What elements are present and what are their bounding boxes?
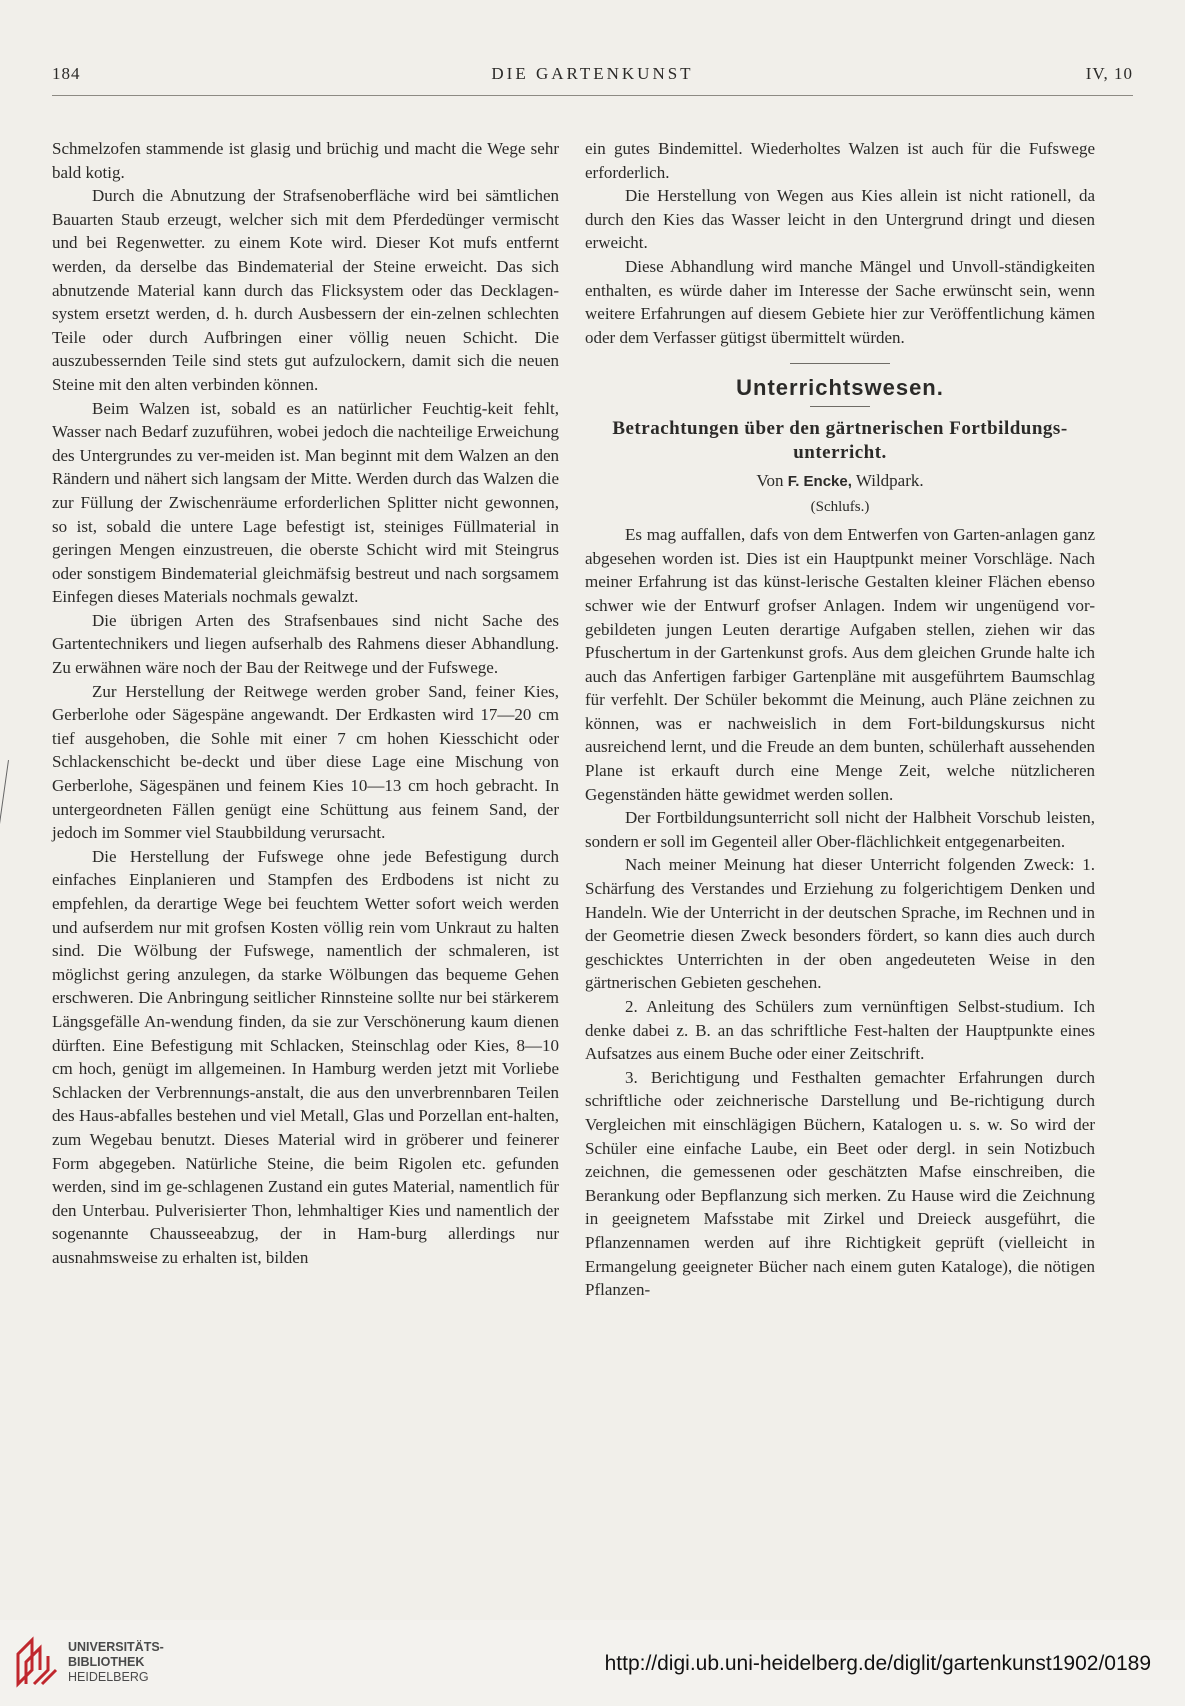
paragraph: Die Herstellung von Wegen aus Kies allein ist nicht rationell, da durch den Kies das Wasser leicht in den Untergrund dringt und diesen erweicht. [585,186,1095,253]
library-logo-icon [12,1634,60,1690]
library-footer [0,1620,1185,1706]
paragraph: Zur Herstellung der Reitwege werden grober Sand, feiner Kies, Gerberlohe oder Sägespäne angewandt. Der Erdkasten wird 17—20 cm tief ausgehoben, die Sohle mit einer 7 cm hohen Kiesschicht oder Schlackenschicht be-deckt und über diese Lage eine Mischung von Gerberlohe, Sägespänen und feinem Kies 10—13 cm hoch gebracht. In untergeordneten Fällen genügt eine Schüttung aus feinem Sand, der jedoch im Sommer viel Staubbildung verursacht. [52,681,559,843]
continuation-note: (Schlufs.) [810,498,870,515]
header-rule [52,95,1133,96]
section-divider [790,363,890,364]
paragraph: Diese Abhandlung wird manche Mängel und Unvoll-ständigkeiten enthalten, es würde daher im Interesse der Sache erwünscht sein, wenn weitere Erfahrungen auf diesem Gebiete hier zur Veröffentlichung kämen oder dem Verfasser gütigst übermittelt würden. [585,256,1095,347]
article-body [585,523,1095,1302]
library-name-line3: HEIDELBERG [68,1670,149,1684]
paragraph: Die übrigen Arten des Strafsenbaues sind nicht Sache des Gartentechnikers und liegen aufserhalb des Rahmens dieser Abhandlung. Zu erwähnen wäre noch der Bau der Reitwege und der Fufswege. [52,610,559,678]
section-title: Unterrichtswesen. [736,375,944,401]
byline-prefix: Von [756,470,784,490]
byline [585,469,1095,494]
running-header [52,58,1133,90]
paragraph: Schmelzofen stammende ist glasig und brüchig und macht die Wege sehr bald kotig. [52,139,559,182]
paragraph: Die Herstellung der Fufswege ohne jede Befestigung durch einfaches Einplanieren und Stampfen des Erdbodens ist nicht zu empfehlen, da derartige Wege bei feuchtem Wetter sofort weich werden und aufserdem nur mit grofsen Kosten völlig rein vom Unkraut zu halten sind. Die Wölbung der Fufswege, namentlich der schmaleren, ist möglichst gering anzulegen, da starke Wölbungen das bequeme Gehen erschweren. Die Anbringung seitlicher Rinnsteine sollte nur bei stärkerem Längsgefälle An-wendung finden, da sie zur Verschönerung kaum dienen dürften. Eine Befestigung mit Schlacken, Steinschlag oder Kies, 8—10 cm hoch, genügt im allgemeinen. In Hamburg werden jetzt mit Vorliebe Schlacken der Verbrennungs-anstalt, die aus den unverbrennbaren Teilen des Haus-abfalles bestehen und viel Metall, Glas und Porzellan ent-halten, zum Wegebau benutzt. Dieses Material wird in gröberer und feinerer Form abgegeben. Natürliche Steine, die beim Rigolen etc. gefunden werden, sind im ge-schlagenen Zustand ein gutes Material, namentlich für den Unterbau. Pulverisierter Thon, lehmhaltiger Kies und namentlich der sogenannte Chausseeabzug, der in Ham-burg allerdings nur ausnahmsweise zu erhalten ist, bilden [52,846,559,1267]
left-column [52,137,559,1270]
right-column [585,137,1095,1302]
paragraph: Es mag auffallen, dafs von dem Entwerfen von Garten-anlagen ganz abgesehen worden ist. Dies ist ein Hauptpunkt meiner Vorschläge. Nach meiner Erfahrung ist das künst-lerische Gestalten kleiner Flächen ebenso schwer wie der Entwurf grofser Anlagen. Indem wir ungenügend vor-gebildeten jungen Leuten derartige Aufgaben stellen, ziehen wir das Pfuschertum in der Gartenkunst grofs. Aus dem gleichen Grunde halte ich auch das Anfertigen farbiger Gartenpläne mit ausgeführtem Baumschlag für verfehlt. Der Schüler bekommt die Meinung, auch Pläne zeichnen zu können, was er nachweislich in dem Fort-bildungskursus nicht ausreichend lernt, und die Freude an dem bunten, schülerhaft aussehenden Plane ist erkauft durch eine Menge Zeit, welche nützlicheren Gegenständen hätte gewidmet werden sollen. [585,525,1095,804]
article-title: Betrachtungen über den gärtnerischen Fortbildungs-unterricht. [612,417,1068,463]
library-name [68,1640,164,1685]
paragraph: Der Fortbildungsunterricht soll nicht der Halbheit Vorschub leisten, sondern er soll im Gegenteil aller Ober-flächlichkeit entgegenarbeiten. [585,808,1095,851]
library-name-line1: UNIVERSITÄTS- [68,1640,164,1654]
margin-pencil-mark [0,760,9,919]
paragraph: 2. Anleitung des Schülers zum vernünftigen Selbst-studium. Ich denke dabei z. B. an das schriftliche Fest-halten der Hauptpunkte eines Aufsatzes aus einem Buche oder einer Zeitschrift. [585,997,1095,1064]
paragraph: ein gutes Bindemittel. Wiederholtes Walzen ist auch für die Fufswege erforderlich. [585,139,1095,182]
paragraph: 3. Berichtigung und Festhalten gemachter Erfahrungen durch schriftliche oder zeichnerische Darstellung und Be-richtigung durch Vergleichen mit einschlägigen Büchern, Katalogen u. s. w. So wird der Schüler eine einfache Laube, ein Beet oder dergl. in sein Notizbuch zeichnen, die gemessenen oder geschätzten Mafse einschreiben, die Berankung oder Bepflanzung sich merken. Zu Hause wird die Zeichnung in geeignetem Mafsstabe mit Zirkel und Dreieck ausgeführt, die Pflanzennamen werden auf ihre Richtigkeit geprüft (vielleicht in Ermangelung geeigneter Bücher nach einem guten Kataloge), die nötigen Pflanzen- [585,1067,1095,1300]
right-column-top-text [585,137,1095,349]
author-name: F. Encke, [787,472,852,490]
author-location: Wildpark. [855,470,924,490]
library-name-line2: BIBLIOTHEK [68,1655,145,1669]
paragraph: Nach meiner Meinung hat dieser Unterricht folgenden Zweck: 1. Schärfung des Verstandes und Erziehung zu folgerichtigem Denken und Handeln. Wie der Unterricht in der deutschen Sprache, im Rechnen und in der Geometrie diesen Zweck besonders fördert, so kann dies auch durch geschicktes Unterrichten in der oben angedeuteten Weise in den gärtnerischen Gebieten geschehen. [585,855,1095,993]
source-url-link[interactable]: http://digi.ub.uni-heidelberg.de/diglit/gartenkunst1902/0189 [604,1652,1151,1675]
title-divider [810,406,870,407]
journal-title: DIE GARTENKUNST [491,64,694,83]
paragraph: Durch die Abnutzung der Strafsenoberfläche wird bei sämtlichen Bauarten Staub erzeugt, welcher sich mit dem Pferdedünger vermischt und bei Regenwetter. zu einem Kote wird. Dieser Kot mufs entfernt werden, da derselbe das Bindematerial der Steine erweicht. Das sich abnutzende Material kann durch das Flicksystem oder das Decklagen-system ersetzt werden, d. h. durch Ausbessern der ein-zelnen schlechten Teile oder durch Aufbringen einer völlig neuen Schicht. Die auszubessernden Teile sind stets gut aufzulockern, damit sich die neuen Steine mit den alten verbinden können. [52,186,559,394]
page-number: 184 [52,64,81,83]
paragraph: Beim Walzen ist, sobald es an natürlicher Feuchtig-keit fehlt, Wasser nach Bedarf zuzuführen, wobei jedoch die nachteilige Erweichung des Untergrundes zu ver-meiden ist. Man beginnt mit dem Walzen an den Rändern und nähert sich langsam der Mitte. Werden durch das Walzen die zur Füllung der Zwischenräume erforderlichen Splitter nicht gewonnen, so ist, sobald die untere Lage befestigt ist, steiniges Füllmaterial in geringen Mengen einzustreuen, die oberste Schicht wird mit Steingrus oder sonstigem Bindematerial gleichmäfsig bestreut und nach sorgsamem Einfegen dieses Materials nochmals gewalzt. [52,398,559,607]
issue-number: IV, 10 [1085,64,1133,83]
